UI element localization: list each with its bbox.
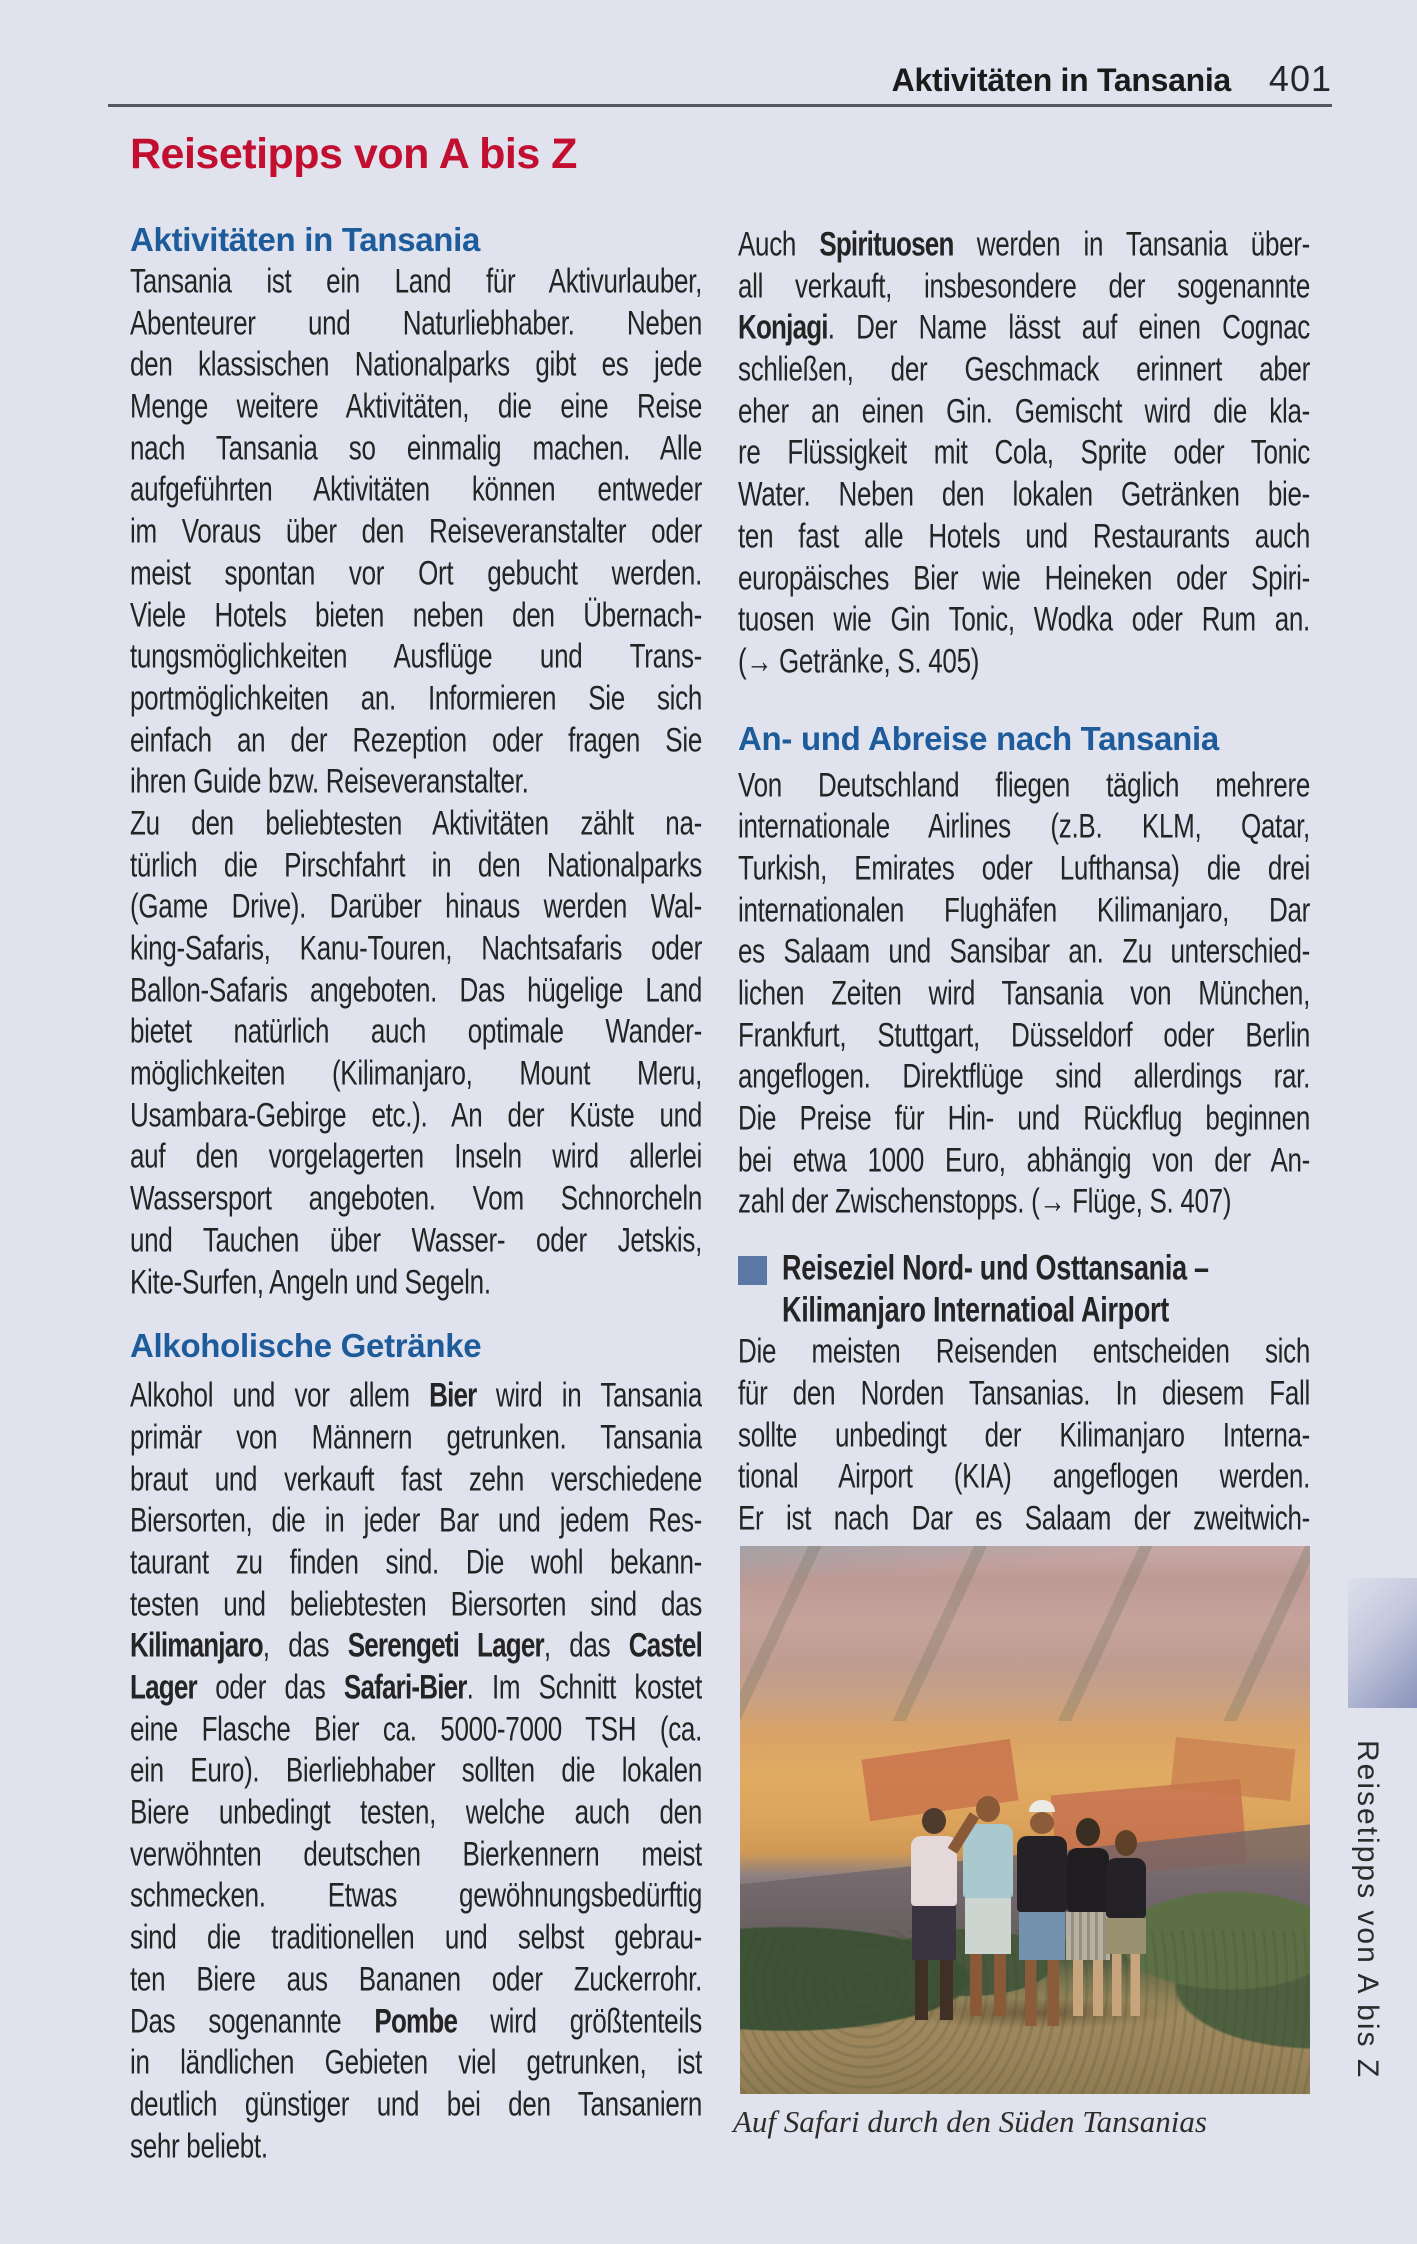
person-5 (1100, 1830, 1152, 2016)
paragraph-anreise: Von Deutschland fliegen täglich mehrere internationale Airlines (z.B. KLM, Qatar, Turkish, Emirates oder Lufthansa) die drei internationalen Flughäfen Kilimanjaro, Dar es Salaam und Sansibar an. Zu unterschied- lichen Zeiten wird Tansania von München, Frankfurt, Stuttgart, Düsseldorf oder Berlin angeflogen. Direktflüge sind allerdings rar. Die Preise für Hin- und Rückflug beginnen bei etwa 1000 Euro, abhängig von der An- zahl der Zwischenstopps. (→ Flüge, S. 407) (738, 764, 1310, 1221)
page-number: 401 (1268, 58, 1332, 99)
left-column (130, 218, 702, 2168)
section-heading-aktivitaeten: Aktivitäten in Tansania (130, 221, 481, 258)
right-column (738, 225, 1310, 1541)
paragraph-spirituosen: Auch Spirituosen werden in Tansania über- all verkauft, insbesondere der sogenannte Konjagi. Der Name lässt auf einen Cognac schließen, der Geschmack erinnert aber eher an einen Gin. Gemischt wird die kla- re Flüssigkeit mit Cola, Sprite oder Tonic Water. Neben den lokalen Getränken bie- ten fast alle Hotels und Restaurants auch europäisches Bier wie Heineken oder Spiri- tuosen wie Gin Tonic, Wodka oder Rum an. (→ Getränke, S. 405) (738, 223, 1310, 681)
safari-photo (740, 1546, 1310, 2094)
paragraph-aktivitaeten-1: Tansania ist ein Land für Aktivurlauber, Abenteurer und Naturliebhaber. Neben den klassischen Nationalparks gibt es jede Menge weitere Aktivitäten, die eine Reise nach Tansania so einmalig machen. Alle aufgeführten Aktivitäten können entweder im Voraus über den Reiseveranstalter oder meist spontan vor Ort gebucht werden. Viele Hotels bieten neben den Übernach- tungsmöglichkeiten Ausflüge und Trans- portmöglichkeiten an. Informieren Sie sich einfach an der Rezeption oder fragen Sie ihren Guide bzw. Reiseveranstalter. (130, 260, 702, 801)
person-3 (1016, 1800, 1068, 2026)
subsection-heading: Reiseziel Nord- und Osttansania – Kilimanjaro Internatioal Airport (782, 1247, 1209, 1330)
section-tab (1348, 1578, 1417, 1708)
section-heading-anreise: An- und Abreise nach Tansania (738, 719, 1219, 757)
photo-caption: Auf Safari durch den Süden Tansanias (733, 2104, 1207, 2139)
running-head (108, 58, 1332, 100)
page-title: Reisetipps von A bis Z (130, 130, 577, 178)
paragraph-aktivitaeten-2: Zu den beliebtesten Aktivitäten zählt na- türlich die Pirschfahrt in den Nationalparks (Game Drive). Darüber hinaus werden Wal- king-Safaris, Kanu-Touren, Nachtsafaris oder Ballon-Safaris angeboten. Das hügelige Land bietet natürlich auch optimale Wander- möglichkeiten (Kilimanjaro, Mount Meru, Usambara-Gebirge etc.). An der Küste und auf den vorgelagerten Inseln wird allerlei Wassersport angeboten. Vom Schnorcheln und Tauchen über Wasser- oder Jetskis, Kite-Surfen, Angeln und Segeln. (130, 802, 702, 1301)
running-head-section: Aktivitäten in Tansania (891, 62, 1231, 98)
header-rule (108, 104, 1332, 107)
spine-label: Reisetipps von A bis Z (1351, 1740, 1384, 2080)
person-2 (962, 1796, 1014, 2016)
paragraph-reiseziel: Die meisten Reisenden entscheiden sich für den Norden Tansanias. In diesem Fall sollte unbedingt der Kilimanjaro Interna- tional Airport (KIA) angeflogen werden. Er ist nach Dar es Salaam der zweitwich- (738, 1330, 1310, 1538)
section-heading-alkoholische-getraenke: Alkoholische Getränke (130, 1327, 482, 1365)
subsection-reiseziel (738, 1248, 1310, 1332)
paragraph-alkohol: Alkohol und vor allem Bier wird in Tansania primär von Männern getrunken. Tansania braut und verkauft fast zehn verschiedene Biersorten, die in jeder Bar und jedem Res- taurant zu finden sind. Die wohl bekann- testen und beliebtesten Biersorten sind das Kilimanjaro, das Serengeti Lager, das Castel Lager oder das Safari-Bier. Im Schnitt kostet eine Flasche Bier ca. 5000-7000 TSH (ca. ein Euro). Bierliebhaber sollten die lokalen Biere unbedingt testen, welche auch den verwöhnten deutschen Bierkennern meist schmecken. Etwas gewöhnungsbedürftig sind die traditionellen und selbst gebrau- ten Biere aus Bananen oder Zuckerrohr. Das sogenannte Pombe wird größtenteils in ländlichen Gebieten viel getrunken, ist deutlich günstiger und bei den Tansaniern sehr beliebt. (130, 1374, 702, 2165)
square-bullet-icon (738, 1256, 767, 1285)
